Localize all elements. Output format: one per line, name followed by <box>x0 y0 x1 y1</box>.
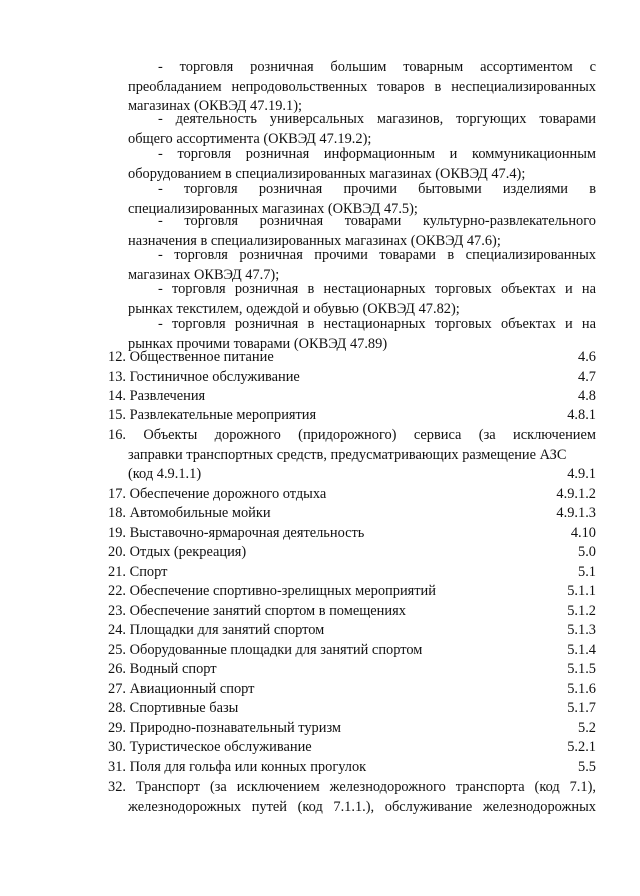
item-code: 5.1.1 <box>567 583 596 599</box>
subitem-text: - торговля розничная в нестационарных торговых объектах и на рынках прочими товарами (ОКВЭД 47.89) <box>128 316 596 352</box>
list-item-18 <box>108 504 596 524</box>
item-code: 5.5 <box>578 759 596 775</box>
list-item-13 <box>108 368 596 388</box>
list-item-19 <box>108 524 596 544</box>
item-label: Поля для гольфа или конных прогулок <box>129 759 367 775</box>
item-code: 5.1.2 <box>567 603 596 619</box>
item-label-continued: заправки транспортных средств, предусматривающих размещение АЗС <box>128 446 567 463</box>
list-item-25 <box>108 641 596 661</box>
subitem-text: - торговля розничная товарами культурно-развлекательного назначения в специализированных магазинах (ОКВЭД 47.6); <box>128 213 596 249</box>
item-label: Обеспечение занятий спортом в помещениях <box>129 603 406 619</box>
item-label: Обеспечение дорожного отдыха <box>129 486 327 502</box>
subitem-text: - торговля розничная прочими бытовыми изделиями в специализированных магазинах (ОКВЭД 47.5); <box>128 181 596 217</box>
item-label: Транспорт (за исключением железнодорожного транспорта (код 7.1), <box>135 779 596 795</box>
item-number: 13. <box>108 369 126 385</box>
item-label-end: (код 4.9.1.1) <box>128 466 202 482</box>
list-item-21 <box>108 563 596 583</box>
list-item-22 <box>108 582 596 602</box>
subitem-47-82 <box>128 280 596 319</box>
item-number: 18. <box>108 505 126 521</box>
item-label: Развлечения <box>129 388 206 404</box>
item-label: Природно-познавательный туризм <box>129 720 342 736</box>
subitem-47-19-1 <box>128 58 596 117</box>
list-item-31 <box>108 758 596 778</box>
item-code: 5.1.5 <box>567 661 596 677</box>
list-item-14 <box>108 387 596 407</box>
item-label: Автомобильные мойки <box>129 505 271 521</box>
subitem-text: - торговля розничная информационным и коммуникационным оборудованием в специализированных магазинах (ОКВЭД 47.4); <box>128 146 596 182</box>
item-label: Выставочно-ярмарочная деятельность <box>129 525 365 541</box>
subitem-text: - деятельность универсальных магазинов, торгующих товарами общего ассортимента (ОКВЭД 47.19.2); <box>128 111 596 147</box>
item-label-continued: железнодорожных путей (код 7.1.1.), обслуживание железнодорожных <box>128 798 596 815</box>
item-code: 4.10 <box>570 525 596 541</box>
list-item-27 <box>108 680 596 700</box>
item-code: 4.6 <box>578 349 596 365</box>
item-label: Оборудованные площадки для занятий спортом <box>129 642 423 658</box>
item-number: 23. <box>108 603 126 619</box>
subitem-47-4 <box>128 145 596 184</box>
item-label: Отдых (рекреация) <box>129 544 247 560</box>
list-item-30 <box>108 738 596 758</box>
item-number: 27. <box>108 681 126 697</box>
item-number: 30. <box>108 739 126 755</box>
list-item-12 <box>108 348 596 368</box>
subitem-text: - торговля розничная прочими товарами в специализированных магазинах ОКВЭД 47.7); <box>128 247 596 283</box>
list-item-15 <box>108 406 596 426</box>
item-code: 5.2 <box>578 720 596 736</box>
item-label: Обеспечение спортивно-зрелищных мероприятий <box>129 583 436 599</box>
list-item-17 <box>108 485 596 505</box>
item-code: 4.9.1.3 <box>556 505 596 521</box>
item-code: 4.8.1 <box>567 407 596 423</box>
list-item-24 <box>108 621 596 641</box>
item-number: 20. <box>108 544 126 560</box>
item-lead-line <box>108 426 596 446</box>
item-label: Авиационный спорт <box>129 681 255 697</box>
list-item-28 <box>108 699 596 719</box>
item-label: Развлекательные мероприятия <box>129 407 317 423</box>
item-number: 17. <box>108 486 126 502</box>
list-item-23 <box>108 602 596 622</box>
item-code: 4.8 <box>578 388 596 404</box>
item-code: 4.9.1 <box>567 466 596 482</box>
item-number: 19. <box>108 525 126 541</box>
item-number: 22. <box>108 583 126 599</box>
item-label: Гостиничное обслуживание <box>129 369 300 385</box>
item-code: 5.1.7 <box>567 700 596 716</box>
item-number: 26. <box>108 661 126 677</box>
item-code: 5.2.1 <box>567 739 596 755</box>
item-code: 4.7 <box>578 369 596 385</box>
subitem-text: - торговля розничная большим товарным ассортиментом с преобладанием непродовольственных товаров в неспециализированных магазинах (ОКВЭД 47.19.1); <box>128 59 596 114</box>
list-item-16 <box>108 426 596 485</box>
item-code: 4.9.1.2 <box>556 486 596 502</box>
item-label: Спортивные базы <box>129 700 239 716</box>
item-label: Площадки для занятий спортом <box>129 622 325 638</box>
item-code: 5.1 <box>578 564 596 580</box>
item-label: Туристическое обслуживание <box>129 739 312 755</box>
item-number: 24. <box>108 622 126 638</box>
list-item-29 <box>108 719 596 739</box>
item-number: 28. <box>108 700 126 716</box>
item-label: Спорт <box>129 564 168 580</box>
item-number: 25. <box>108 642 126 658</box>
item-number: 31. <box>108 759 126 775</box>
item-last-line <box>108 465 596 485</box>
item-code: 5.1.3 <box>567 622 596 638</box>
list-item-26 <box>108 660 596 680</box>
list-item-20 <box>108 543 596 563</box>
item-number: 29. <box>108 720 126 736</box>
item-number: 32. <box>108 779 126 795</box>
item-number: 21. <box>108 564 126 580</box>
item-label: Общественное питание <box>129 349 274 365</box>
item-lead-line <box>108 778 596 798</box>
item-code: 5.1.6 <box>567 681 596 697</box>
item-code: 5.1.4 <box>567 642 596 658</box>
item-label: Водный спорт <box>129 661 217 677</box>
item-number: 16. <box>108 427 126 443</box>
subitem-47-19-2 <box>128 110 596 149</box>
item-code: 5.0 <box>578 544 596 560</box>
subitem-text: - торговля розничная в нестационарных торговых объектах и на рынках текстилем, одеждой и обувью (ОКВЭД 47.82); <box>128 281 596 317</box>
list-item-32 <box>108 778 596 817</box>
item-number: 12. <box>108 349 126 365</box>
item-number: 15. <box>108 407 126 423</box>
item-label: Объекты дорожного (придорожного) сервиса (за исключением <box>143 427 596 443</box>
item-number: 14. <box>108 388 126 404</box>
